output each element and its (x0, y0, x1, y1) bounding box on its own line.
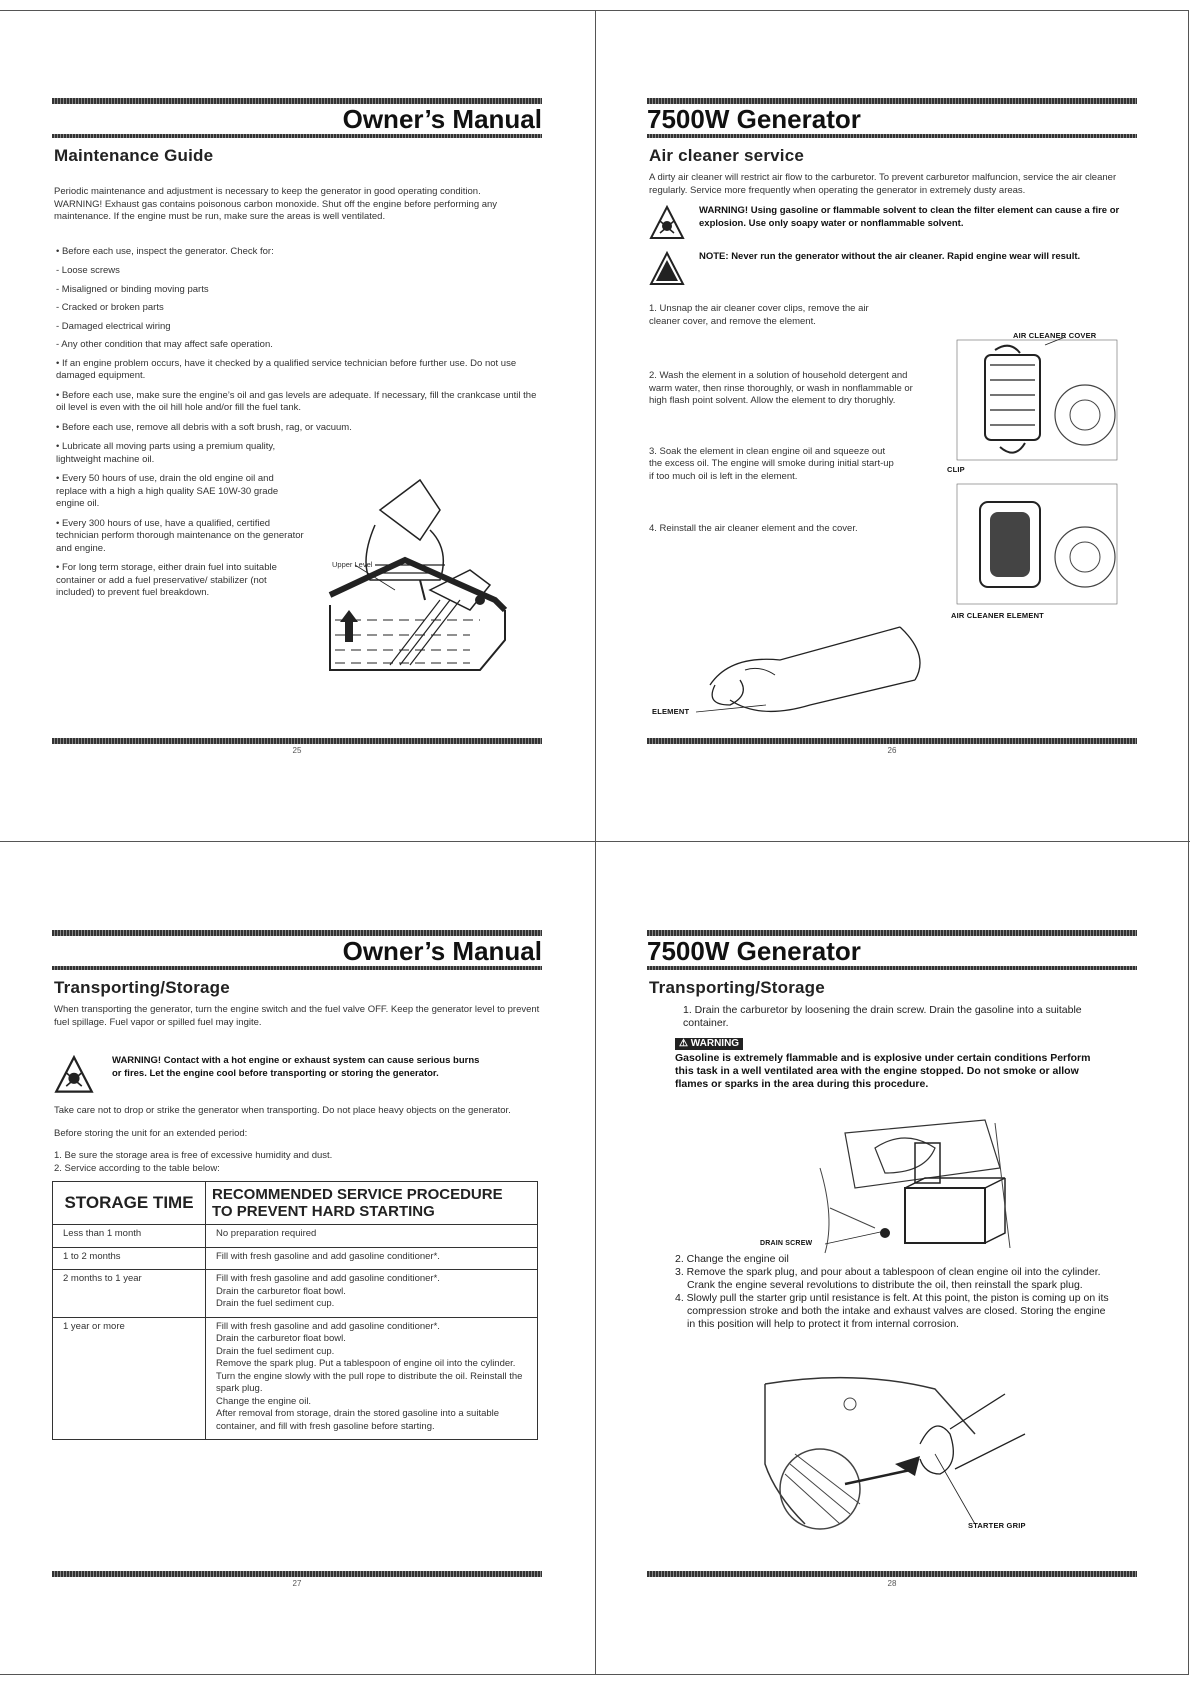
air-cleaner-element-illustration (955, 482, 1120, 610)
step-3: 3. Remove the spark plug, and pour about a tablespoon of clean engine oil into the cylinder. Crank the engine several revolutions to distribute the oil, then reinstall the spark plug. (675, 1266, 1101, 1291)
page-26-footer (647, 738, 1137, 755)
storage-time-cell: 2 months to 1 year (53, 1270, 206, 1318)
warning-block (54, 1055, 542, 1095)
procedure-line: Drain the carburetor float bowl. (216, 1285, 346, 1297)
page-number: 25 (292, 746, 302, 755)
starter-grip-label: STARTER GRIP (968, 1521, 1026, 1530)
footer-rule (52, 738, 542, 744)
clip-label: CLIP (947, 465, 965, 474)
list-item: - Damaged electrical wiring (56, 320, 171, 332)
intro-warning: WARNING! Exhaust gas contains poisonous carbon monoxide. Shut off the engine before performing any maintenance. If the engine must be run, make sure the areas is well ventilated. (54, 198, 498, 222)
page-27-footer (52, 1571, 542, 1588)
page-27 (52, 930, 542, 1440)
column-header-procedure (206, 1182, 538, 1225)
footer-rule (647, 738, 1137, 744)
storage-step-1: 1. Be sure the storage area is free of excessive humidity and dust. (54, 1150, 333, 1161)
list-item: • Before each use, remove all debris with a soft brush, rag, or vacuum. (56, 421, 352, 433)
list-item: • Every 300 hours of use, have a qualified, certified technician perform thorough maintenance on the generator and engine. (56, 517, 304, 554)
procedure-line: Change the engine oil. (216, 1395, 312, 1407)
storage-time-cell: Less than 1 month (53, 1225, 206, 1248)
header-rule-bottom (52, 134, 542, 138)
footer-rule (52, 1571, 542, 1577)
care-text: Take care not to drop or strike the generator when transporting. Do not place heavy objects on the generator. (54, 1105, 511, 1116)
warning-block (649, 205, 1137, 241)
element-label: ELEMENT (652, 707, 690, 716)
horizontal-divider (0, 841, 1190, 842)
list-item: • Every 50 hours of use, drain the old engine oil and replace with a high a high quality SAE 10W-30 grade engine oil. (56, 473, 279, 509)
page-25-footer (52, 738, 542, 755)
table-header-row (53, 1182, 538, 1225)
list-item: • For long term storage, either drain fuel into suitable container or add a fuel preservative/ stabilizer (not included) to prevent fuel breakdown. (56, 562, 277, 598)
warning-text: WARNING! Contact with a hot engine or exhaust system can cause serious burns or fires. Let the engine cool before transporting or storing the generator. (112, 1055, 480, 1079)
page-header: Owner’s Manual (342, 936, 542, 966)
intro-text: Periodic maintenance and adjustment is necessary to keep the generator in good operating condition. (54, 186, 481, 197)
header-line: TO PREVENT HARD STARTING (212, 1203, 435, 1220)
page-number: 27 (292, 1579, 302, 1588)
procedure-line: Fill with fresh gasoline and add gasoline conditioner*. (216, 1320, 440, 1332)
procedure-cell (206, 1225, 538, 1248)
step-4: 4. Slowly pull the starter grip until resistance is felt. At this point, the piston is coming up on its compression stroke and both the intake and exhaust valves are closed. Storing the engine in this position will help to protect it from internal corrosion. (675, 1292, 1109, 1330)
page-28-steps (675, 1253, 1115, 1331)
storage-time-cell: 1 year or more (53, 1317, 206, 1440)
storage-table (52, 1181, 538, 1440)
note-block (649, 251, 1137, 287)
table-row (53, 1270, 538, 1318)
procedure-line: Drain the carburetor float bowl. (216, 1333, 346, 1344)
step-3: 3. Soak the element in clean engine oil and squeeze out the excess oil. The engine will smoke during initial start-up if too much oil is left in the element. (649, 445, 894, 482)
hazard-warning-icon (649, 205, 685, 241)
element-leader-line (696, 700, 771, 716)
vertical-divider (595, 10, 596, 1675)
air-cleaner-element-label: AIR CLEANER ELEMENT (951, 611, 1044, 620)
procedure-line: Fill with fresh gasoline and add gasoline conditioner*. (216, 1273, 440, 1284)
caution-icon (649, 251, 685, 287)
page-28-footer (647, 1571, 1137, 1588)
page-header: 7500W Generator (647, 104, 861, 134)
storage-time-cell: 1 to 2 months (53, 1247, 206, 1270)
list-item: • Lubricate all moving parts using a premium quality, lightweight machine oil. (56, 441, 276, 465)
procedure-line: Fill with fresh gasoline and add gasoline conditioner*. (216, 1250, 440, 1262)
page-header: Owner’s Manual (342, 104, 542, 134)
storage-step-2: 2. Service according to the table below: (54, 1162, 220, 1174)
step-1: 1. Drain the carburetor by loosening the drain screw. Drain the gasoline into a suitable container. (683, 1004, 1082, 1029)
procedure-line: Drain the fuel sediment cup. (216, 1298, 335, 1309)
drain-screw-leader (825, 1228, 895, 1248)
footer-rule (647, 1571, 1137, 1577)
procedure-cell (206, 1247, 538, 1270)
page-28 (647, 930, 1137, 1091)
header-line: RECOMMENDED SERVICE PROCEDURE (212, 1186, 503, 1203)
table-row (53, 1225, 538, 1248)
section-title: Transporting/Storage (54, 978, 230, 997)
list-item: - Misaligned or binding moving parts (56, 283, 209, 295)
air-cleaner-cover-illustration (955, 335, 1120, 465)
section-title: Air cleaner service (649, 146, 805, 165)
drain-screw-label: DRAIN SCREW (760, 1240, 813, 1247)
table-row (53, 1317, 538, 1440)
section-title: Maintenance Guide (54, 146, 214, 165)
warning-badge: ⚠ WARNING (675, 1038, 743, 1050)
hazard-warning-icon (54, 1055, 94, 1095)
column-header-storage-time: STORAGE TIME (53, 1182, 206, 1225)
air-cleaner-cover-label: AIR CLEANER COVER (1013, 331, 1097, 340)
list-item: - Loose screws (56, 265, 120, 276)
procedure-line: No preparation required (216, 1228, 317, 1239)
intro-text: A dirty air cleaner will restrict air flow to the carburetor. To prevent carburetor malfuncion, service the air cleaner regularly. Service more frequently when operating the generator in extremely dusty areas. (649, 172, 1117, 196)
procedure-cell (206, 1270, 538, 1318)
gasoline-warning-text: Gasoline is extremely flammable and is explosive under certain conditions Perform this task in a well ventilated area with the engine stopped. Do not smoke or allow flames or sparks in the area during this procedure. (675, 1052, 1091, 1090)
header-rule-bottom (52, 966, 542, 970)
table-row (53, 1247, 538, 1270)
upper-level-label: Upper Level (332, 560, 373, 569)
procedure-line: Drain the fuel sediment cup. (216, 1345, 335, 1357)
step-4: 4. Reinstall the air cleaner element and the cover. (649, 523, 858, 534)
procedure-line: After removal from storage, drain the stored gasoline into a suitable container, and fill with fresh gasoline before starting. (216, 1408, 500, 1432)
header-rule-bottom (647, 134, 1137, 138)
list-item: • If an engine problem occurs, have it checked by a qualified service technician before further use. Do not use damaged equipment. (56, 357, 517, 381)
list-item: - Any other condition that may affect safe operation. (56, 339, 273, 350)
step-1: 1. Unsnap the air cleaner cover clips, remove the air cleaner cover, and remove the element. (649, 303, 869, 327)
page-number: 26 (887, 746, 897, 755)
before-text: Before storing the unit for an extended period: (54, 1127, 248, 1139)
page-header: 7500W Generator (647, 936, 861, 966)
intro-text: When transporting the generator, turn the engine switch and the fuel valve OFF. Keep the generator level to prevent fuel spillage. Fuel vapor or spilled fuel may ingite. (54, 1004, 540, 1028)
note-text: NOTE: Never run the generator without the air cleaner. Rapid engine wear will result. (699, 251, 1081, 262)
procedure-line: Remove the spark plug. Put a tablespoon of engine oil into the cylinder. Turn the engine slowly with the pull rope to distribute the oil. Reinstall the spark plug. (216, 1358, 523, 1394)
page-26 (647, 98, 1137, 542)
procedure-cell (206, 1317, 538, 1440)
list-item: • Before each use, inspect the generator. Check for: (56, 245, 274, 257)
step-2: 2. Wash the element in a solution of household detergent and warm water, then rinse thoroughly, or wash in nonflammable or high flash point solvent. Allow the element to dry thorughly. (649, 370, 913, 406)
list-item: • Before each use, make sure the engine’s oil and gas levels are adequate. If necessary, fill the crankcase until the oil level is even with the oil hill hole and/or fill the fuel tank. (56, 389, 537, 413)
step-2: 2. Change the engine oil (675, 1253, 789, 1265)
warning-text: WARNING! Using gasoline or flammable solvent to clean the filter element can cause a fire or explosion. Use only soapy water or nonflammable solvent. (699, 205, 1120, 229)
list-item: - Cracked or broken parts (56, 302, 164, 313)
section-title: Transporting/Storage (649, 978, 825, 997)
starter-grip-illustration (745, 1374, 1045, 1539)
oil-fill-illustration (320, 470, 545, 685)
page-number: 28 (887, 1579, 897, 1588)
header-rule-bottom (647, 966, 1137, 970)
